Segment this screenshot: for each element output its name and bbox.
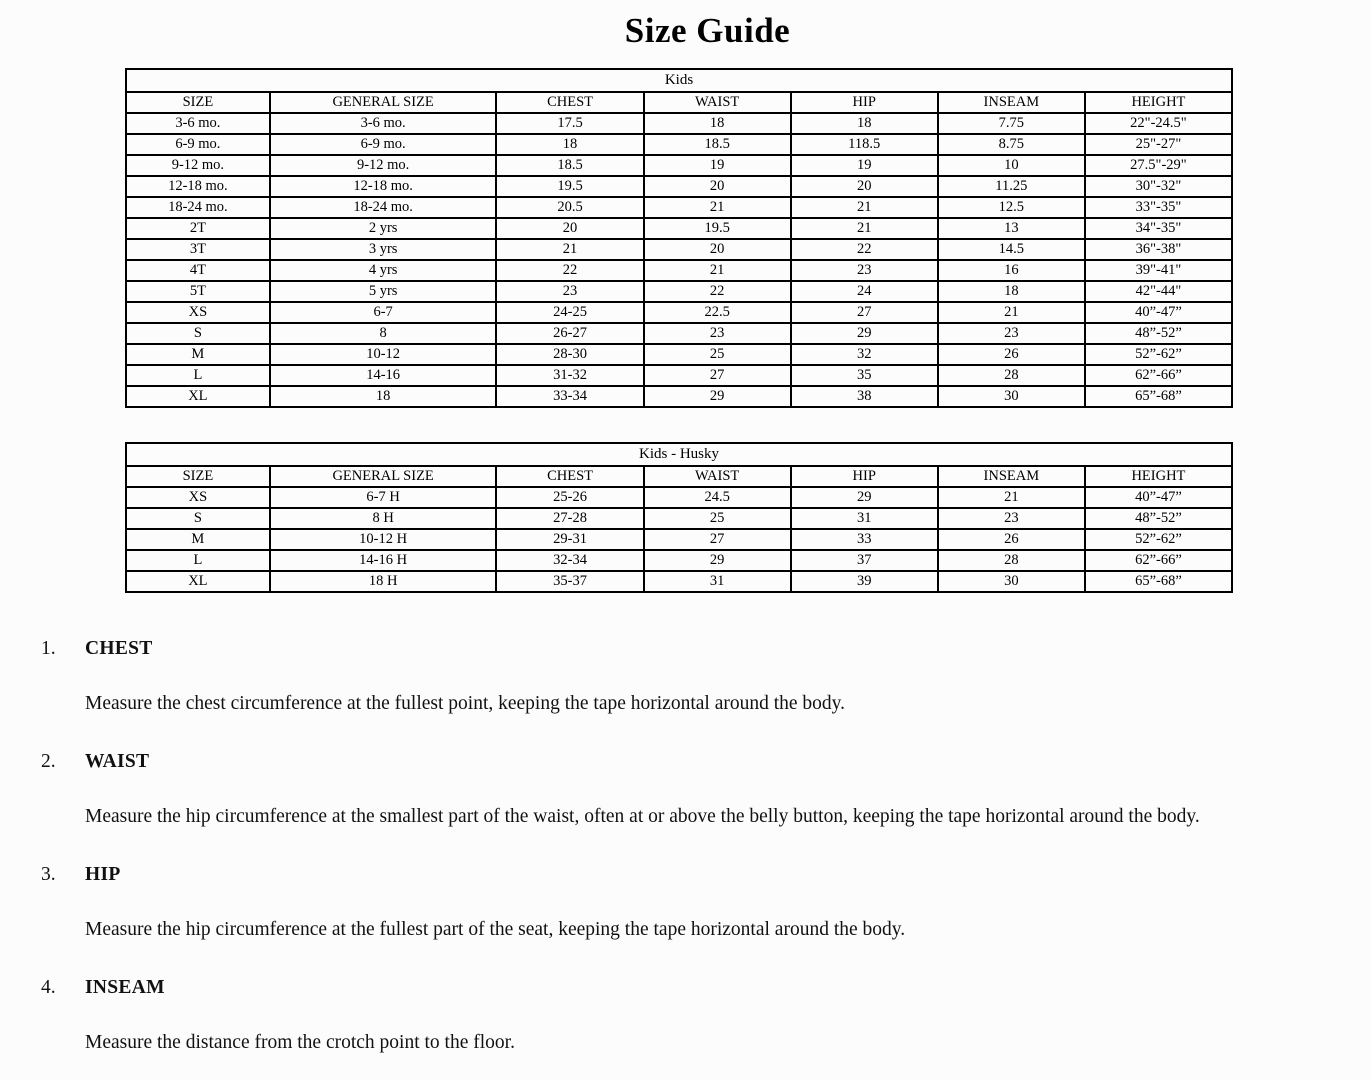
table-cell: 21 xyxy=(938,487,1085,508)
table-cell: 24 xyxy=(791,281,938,302)
table-row xyxy=(126,571,1232,592)
table-cell: 8 xyxy=(270,323,497,344)
table-cell: 31 xyxy=(791,508,938,529)
table-cell: 11.25 xyxy=(938,176,1085,197)
table-row xyxy=(126,239,1232,260)
table-cell: 37 xyxy=(791,550,938,571)
table-cell: 28-30 xyxy=(496,344,643,365)
table-cell: 13 xyxy=(938,218,1085,239)
table-cell: 4 yrs xyxy=(270,260,497,281)
table-row xyxy=(126,155,1232,176)
table-row xyxy=(126,487,1232,508)
column-header: CHEST xyxy=(496,466,643,487)
table-row xyxy=(126,113,1232,134)
table-cell: 52”-62” xyxy=(1085,529,1232,550)
table-cell: 19 xyxy=(644,155,791,176)
table-cell: 20.5 xyxy=(496,197,643,218)
table-cell: 29 xyxy=(644,386,791,407)
table-cell: 16 xyxy=(938,260,1085,281)
table-cell: 21 xyxy=(791,218,938,239)
table-cell: 29 xyxy=(791,323,938,344)
table-cell: 20 xyxy=(644,176,791,197)
table-cell: 4T xyxy=(126,260,270,281)
table-cell: 9-12 mo. xyxy=(126,155,270,176)
table-cell: 12-18 mo. xyxy=(126,176,270,197)
table-row xyxy=(126,281,1232,302)
table-cell: 27 xyxy=(644,365,791,386)
table-cell: 25-26 xyxy=(496,487,643,508)
table-cell: XL xyxy=(126,571,270,592)
table-cell: L xyxy=(126,550,270,571)
table-cell: 42"-44" xyxy=(1085,281,1232,302)
kids-size-table-wrapper xyxy=(125,68,1233,408)
table-cell: 48”-52” xyxy=(1085,323,1232,344)
column-header: HIP xyxy=(791,92,938,113)
table-cell: 18 xyxy=(791,113,938,134)
column-header: CHEST xyxy=(496,92,643,113)
table-row xyxy=(126,302,1232,323)
table-cell: 48”-52” xyxy=(1085,508,1232,529)
section-number: 1. xyxy=(41,638,56,659)
table-cell: 9-12 mo. xyxy=(270,155,497,176)
table-row xyxy=(126,134,1232,155)
table-cell: 29 xyxy=(644,550,791,571)
table-cell: 21 xyxy=(644,260,791,281)
table-cell: 19 xyxy=(791,155,938,176)
table-cell: 22 xyxy=(791,239,938,260)
table-cell: 65”-68” xyxy=(1085,386,1232,407)
table-cell: 12.5 xyxy=(938,197,1085,218)
table-cell: 39"-41" xyxy=(1085,260,1232,281)
column-header: GENERAL SIZE xyxy=(270,92,497,113)
table-cell: 25 xyxy=(644,508,791,529)
table-cell: 3-6 mo. xyxy=(270,113,497,134)
table-cell: 22 xyxy=(644,281,791,302)
table-cell: 26 xyxy=(938,529,1085,550)
table-cell: 18 H xyxy=(270,571,497,592)
table-row xyxy=(126,218,1232,239)
table-row xyxy=(126,365,1232,386)
table-cell: 3T xyxy=(126,239,270,260)
table-cell: 29-31 xyxy=(496,529,643,550)
section-title: WAIST xyxy=(85,751,150,772)
table-cell: 18 xyxy=(938,281,1085,302)
table-row xyxy=(126,176,1232,197)
table-cell: 27 xyxy=(644,529,791,550)
table-cell: 24.5 xyxy=(644,487,791,508)
table-cell: 118.5 xyxy=(791,134,938,155)
table-title-row xyxy=(126,69,1232,92)
table-cell: 22 xyxy=(496,260,643,281)
table-cell: 6-7 H xyxy=(270,487,497,508)
column-header: HEIGHT xyxy=(1085,92,1232,113)
table-cell: 23 xyxy=(938,323,1085,344)
table-cell: 20 xyxy=(644,239,791,260)
table-cell: 7.75 xyxy=(938,113,1085,134)
section-body-waist: Measure the hip circumference at the smallest part of the waist, often at or above the belly button, keeping the tape horizontal around the body. xyxy=(85,806,1200,827)
table-cell: 30 xyxy=(938,571,1085,592)
table-cell: 18-24 mo. xyxy=(270,197,497,218)
table-cell: 10-12 xyxy=(270,344,497,365)
table-cell: 23 xyxy=(938,508,1085,529)
table-cell: 5T xyxy=(126,281,270,302)
section-heading-inseam xyxy=(41,976,1370,999)
column-header: WAIST xyxy=(644,92,791,113)
table-cell: 26 xyxy=(938,344,1085,365)
table-cell: 24-25 xyxy=(496,302,643,323)
section-heading-chest xyxy=(41,637,1370,660)
column-header: GENERAL SIZE xyxy=(270,466,497,487)
table-cell: 18 xyxy=(496,134,643,155)
table-header-row xyxy=(126,466,1232,487)
column-header: SIZE xyxy=(126,92,270,113)
section-body-chest: Measure the chest circumference at the fullest point, keeping the tape horizontal around the body. xyxy=(85,693,846,714)
kids-husky-size-table xyxy=(125,442,1233,593)
table-cell: XS xyxy=(126,302,270,323)
column-header: HIP xyxy=(791,466,938,487)
table-cell: 20 xyxy=(791,176,938,197)
table-cell: 25 xyxy=(644,344,791,365)
table-cell: 22.5 xyxy=(644,302,791,323)
section-body-inseam: Measure the distance from the crotch point to the floor. xyxy=(85,1032,515,1053)
table-cell: 17.5 xyxy=(496,113,643,134)
table-header-row xyxy=(126,92,1232,113)
table-cell: 52”-62” xyxy=(1085,344,1232,365)
table-cell: 32-34 xyxy=(496,550,643,571)
table-cell: 8 H xyxy=(270,508,497,529)
table-cell: 5 yrs xyxy=(270,281,497,302)
table-cell: 35-37 xyxy=(496,571,643,592)
table-cell: 27.5"-29" xyxy=(1085,155,1232,176)
table-row xyxy=(126,386,1232,407)
table-cell: 27-28 xyxy=(496,508,643,529)
table-cell: 40”-47” xyxy=(1085,302,1232,323)
table-cell: 6-7 xyxy=(270,302,497,323)
section-number: 3. xyxy=(41,864,56,885)
table-cell: 23 xyxy=(644,323,791,344)
table-cell: 14-16 H xyxy=(270,550,497,571)
table-cell: 14.5 xyxy=(938,239,1085,260)
table-cell: 23 xyxy=(791,260,938,281)
table-cell: 18 xyxy=(270,386,497,407)
table-cell: 38 xyxy=(791,386,938,407)
table-row xyxy=(126,344,1232,365)
section-number: 4. xyxy=(41,977,56,998)
table-row xyxy=(126,323,1232,344)
table-row xyxy=(126,197,1232,218)
table-cell: 26-27 xyxy=(496,323,643,344)
table-cell: 21 xyxy=(496,239,643,260)
table-cell: 31 xyxy=(644,571,791,592)
table-cell: 40”-47” xyxy=(1085,487,1232,508)
table-cell: 19.5 xyxy=(496,176,643,197)
table-cell: 33 xyxy=(791,529,938,550)
table-row xyxy=(126,529,1232,550)
table-cell: 10-12 H xyxy=(270,529,497,550)
table-row xyxy=(126,508,1232,529)
table-cell: 20 xyxy=(496,218,643,239)
section-title: HIP xyxy=(85,864,121,885)
table-cell: 14-16 xyxy=(270,365,497,386)
section-heading-hip xyxy=(41,863,1370,886)
table-cell: 35 xyxy=(791,365,938,386)
table-cell: L xyxy=(126,365,270,386)
section-title: INSEAM xyxy=(85,977,165,998)
table-cell: 25"-27" xyxy=(1085,134,1232,155)
table-cell: 28 xyxy=(938,365,1085,386)
table-cell: 18.5 xyxy=(644,134,791,155)
table-cell: 6-9 mo. xyxy=(270,134,497,155)
table-row xyxy=(126,260,1232,281)
column-header: WAIST xyxy=(644,466,791,487)
kids-size-table xyxy=(125,68,1233,408)
table-cell: 23 xyxy=(496,281,643,302)
table-cell: S xyxy=(126,323,270,344)
table-cell: 18 xyxy=(644,113,791,134)
table-cell: 62”-66” xyxy=(1085,365,1232,386)
table-cell: 2T xyxy=(126,218,270,239)
table-cell: 27 xyxy=(791,302,938,323)
measurement-instructions xyxy=(41,637,1370,1054)
table-cell: M xyxy=(126,344,270,365)
table-title-row xyxy=(126,443,1232,466)
table-cell: 36"-38" xyxy=(1085,239,1232,260)
table-cell: 8.75 xyxy=(938,134,1085,155)
kids-husky-size-table-wrapper xyxy=(125,442,1233,593)
table-cell: 19.5 xyxy=(644,218,791,239)
table-cell: 18-24 mo. xyxy=(126,197,270,218)
table-cell: 34"-35" xyxy=(1085,218,1232,239)
table-title: Kids - Husky xyxy=(126,443,1232,466)
column-header: INSEAM xyxy=(938,466,1085,487)
section-number: 2. xyxy=(41,751,56,772)
table-cell: 31-32 xyxy=(496,365,643,386)
table-cell: 62”-66” xyxy=(1085,550,1232,571)
section-heading-waist xyxy=(41,750,1370,773)
table-cell: 22"-24.5" xyxy=(1085,113,1232,134)
table-cell: 21 xyxy=(644,197,791,218)
section-body-hip: Measure the hip circumference at the fullest part of the seat, keeping the tape horizontal around the body. xyxy=(85,919,906,940)
column-header: HEIGHT xyxy=(1085,466,1232,487)
table-title: Kids xyxy=(126,69,1232,92)
table-cell: 3 yrs xyxy=(270,239,497,260)
table-cell: 21 xyxy=(791,197,938,218)
table-cell: 39 xyxy=(791,571,938,592)
table-cell: 30"-32" xyxy=(1085,176,1232,197)
table-cell: 12-18 mo. xyxy=(270,176,497,197)
table-cell: 33-34 xyxy=(496,386,643,407)
table-cell: 32 xyxy=(791,344,938,365)
table-cell: 65”-68” xyxy=(1085,571,1232,592)
table-cell: XS xyxy=(126,487,270,508)
table-row xyxy=(126,550,1232,571)
page-title: Size Guide xyxy=(624,11,791,50)
column-header: SIZE xyxy=(126,466,270,487)
table-cell: 28 xyxy=(938,550,1085,571)
table-cell: 30 xyxy=(938,386,1085,407)
table-cell: M xyxy=(126,529,270,550)
table-cell: S xyxy=(126,508,270,529)
table-cell: 10 xyxy=(938,155,1085,176)
table-cell: 29 xyxy=(791,487,938,508)
section-title: CHEST xyxy=(85,638,153,659)
column-header: INSEAM xyxy=(938,92,1085,113)
table-cell: 21 xyxy=(938,302,1085,323)
table-cell: 18.5 xyxy=(496,155,643,176)
table-cell: 33"-35" xyxy=(1085,197,1232,218)
table-cell: 2 yrs xyxy=(270,218,497,239)
table-cell: 6-9 mo. xyxy=(126,134,270,155)
table-cell: XL xyxy=(126,386,270,407)
table-cell: 3-6 mo. xyxy=(126,113,270,134)
